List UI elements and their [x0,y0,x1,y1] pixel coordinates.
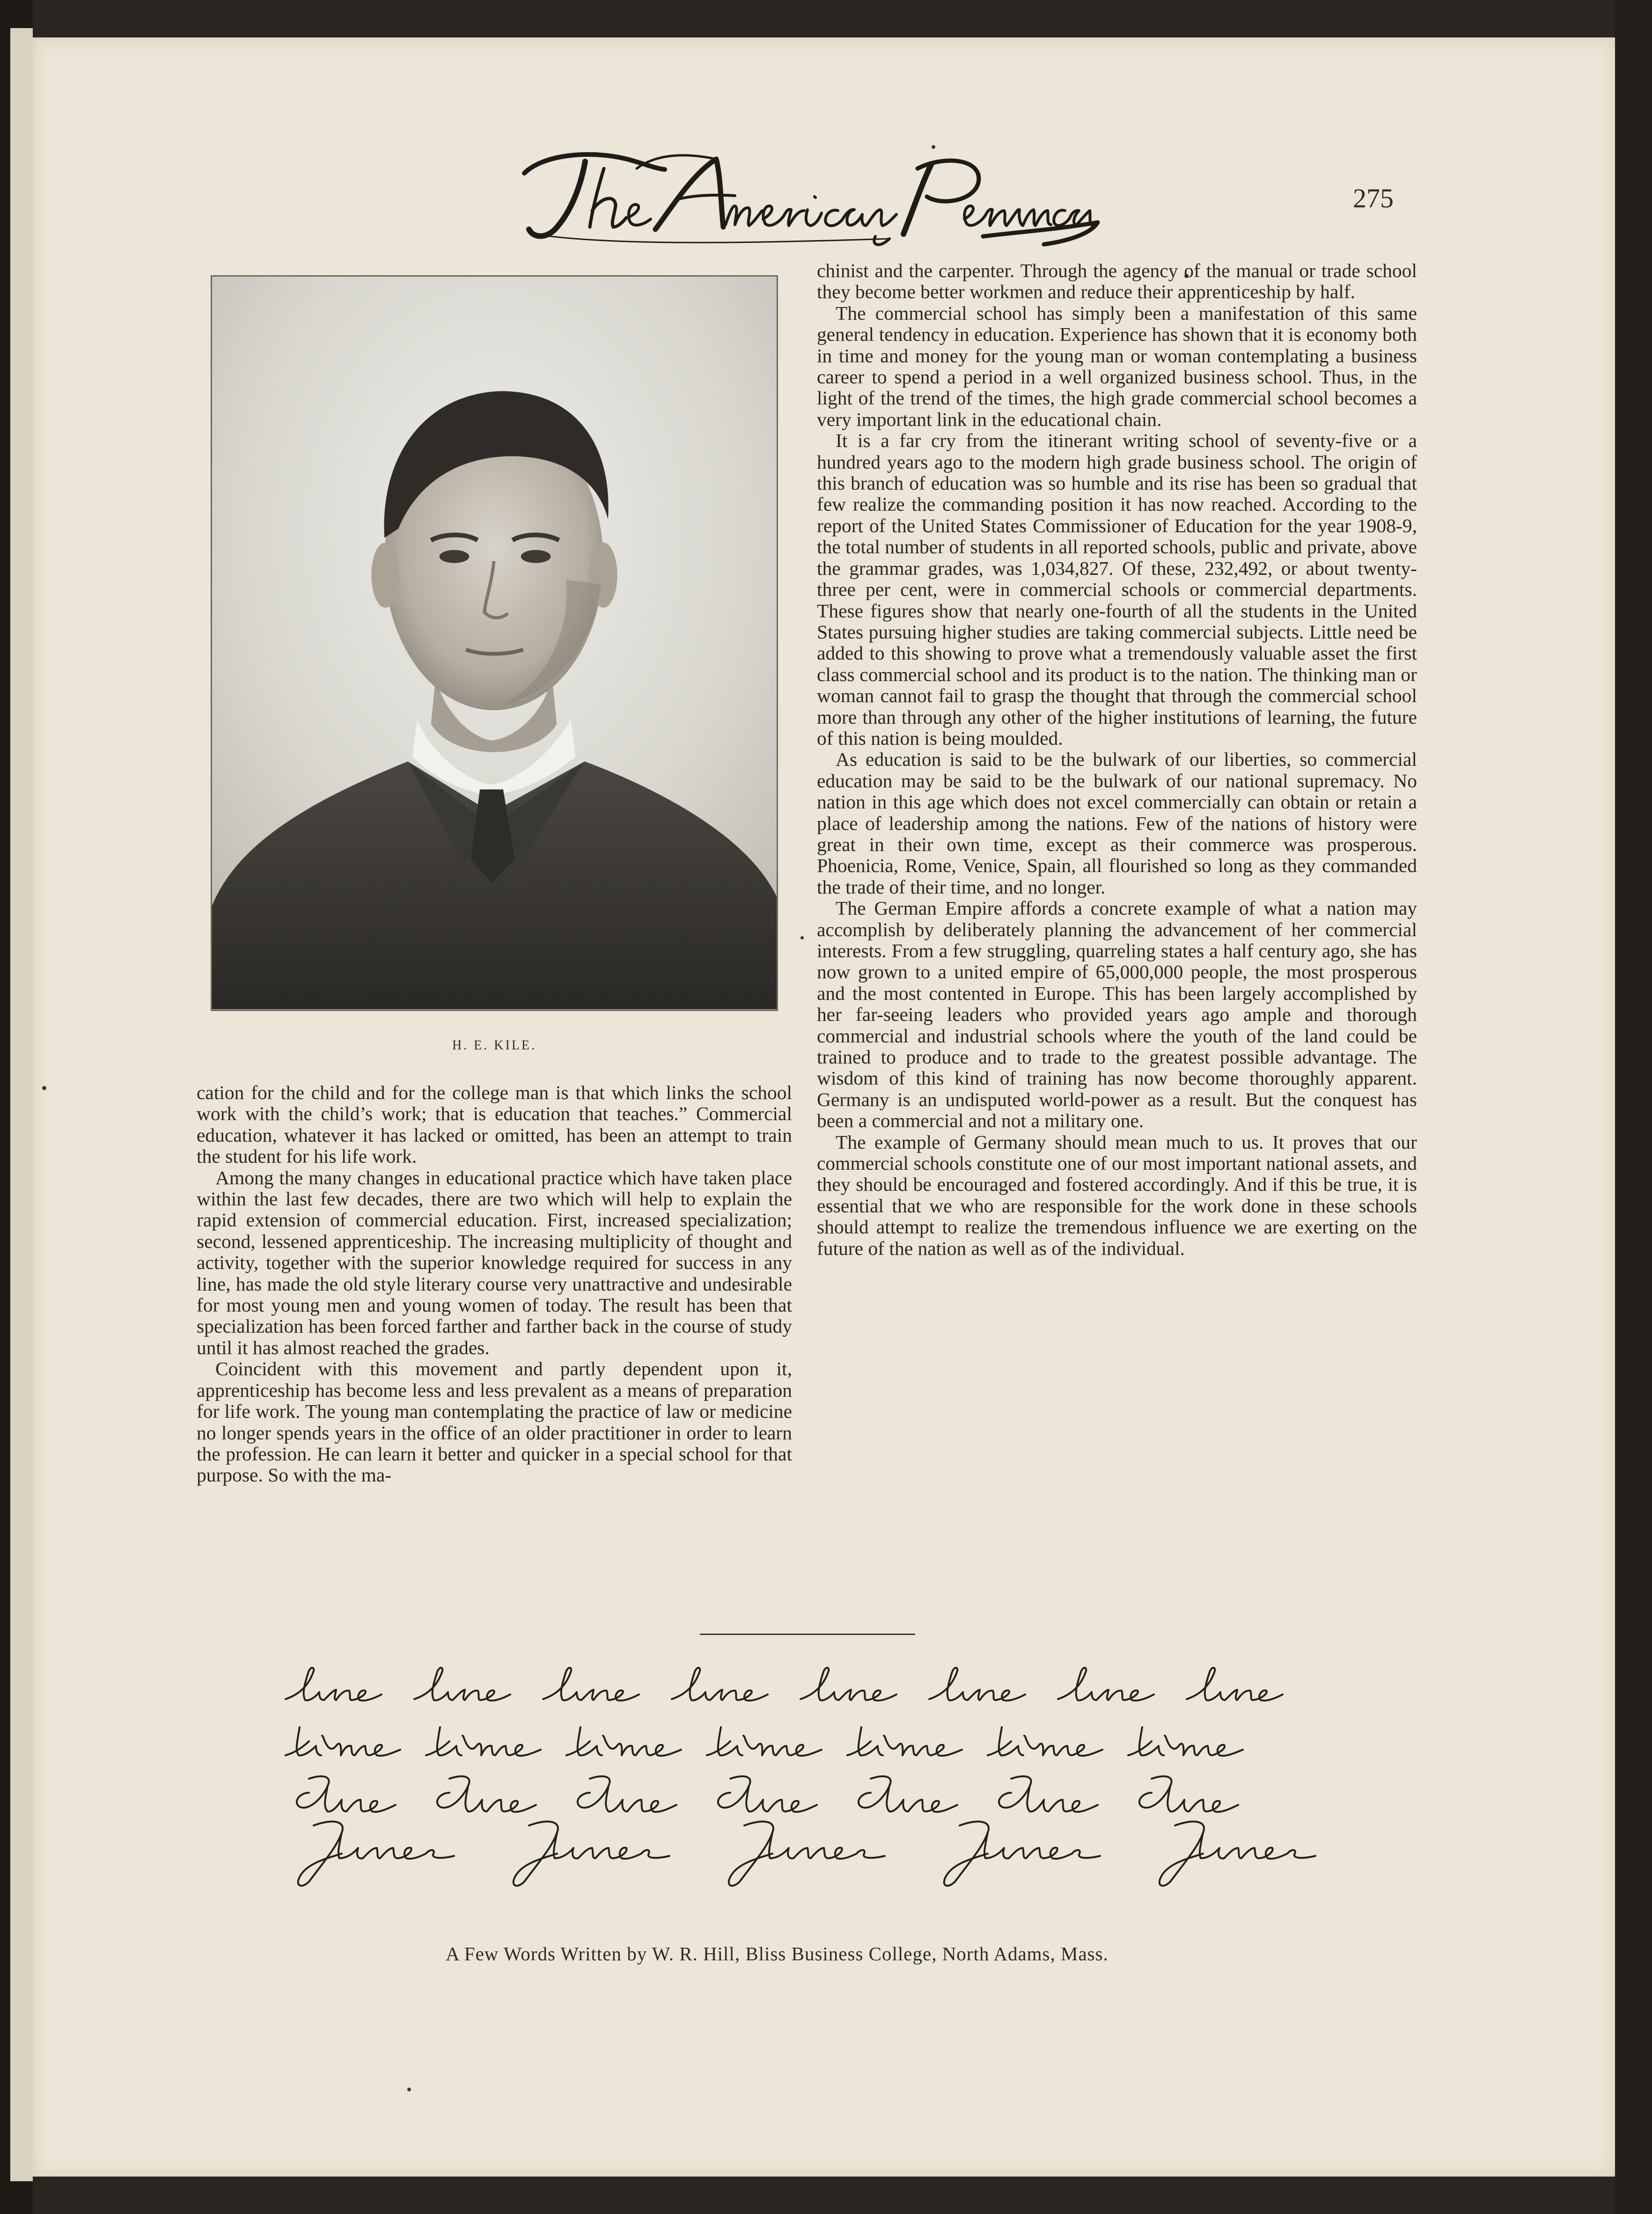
paragraph: As education is said to be the bulwark of our liberties, so commercial education may be said to be the bulwark of our national supremacy. No nation in this age which does not excel commercially can obtain or retain a place of leadership among the nations. Few of the nations of history were great in their own time, except as their commerce was prosperous. Phoenicia, Rome, Venice, Spain, all flourished so long as they commanded the trade of their time, and no longer. [817,748,1417,898]
scan-background [1615,0,1652,2214]
section-divider [700,1634,915,1635]
masthead-logo [515,140,1105,262]
paragraph: cation for the child and for the college man is that which links the school work with the child’s work; that is education that teaches.” Commercial education, whatever it has lacked or omitted, has been an attempt to train the student for his life work. [197,1082,792,1167]
paper-speck [407,2088,411,2091]
paragraph: The German Empire affords a concrete example of what a nation may accomplish by deliberately planning the advancement of her commercial interests. From a few struggling, quarreling states a half century ago, she has now grown to a united empire of 65,000,000 people, the most prosperous and the most contented in Europe. This has been largely accomplished by her far-seeing leaders who provided years ago ample and thorough commercial and industrial schools where the youth of the land could be trained to produce and to trade to the greatest possible advantage. The wisdom of this kind of training has now become thoroughly apparent. Germany is an undisputed world-power as a result. But the conquest has been a commercial and not a military one. [817,897,1417,1132]
paper-speck [800,936,804,939]
previous-page-edge [10,28,33,2181]
paragraph: The commercial school has simply been a manifestation of this same general tendency in education. Experience has shown that it is economy both in time and money for the young man or woman contemplating a business career to spend a period in a well organized business school. Thus, in the light of the trend of the times, the high grade commercial school becomes a very important link in the educational chain. [817,302,1417,430]
portrait-image [212,277,777,1010]
paragraph: Coincident with this movement and partly dependent upon it, apprenticeship has become less and less prevalent as a means of preparation for life work. The young man contemplating the practice of law or medicine no longer spends years in the office of an older practitioner in order to learn the profession. He can learn it better and quicker in a special school for that purpose. So with the ma- [197,1358,792,1486]
book-spine-shadow [0,0,33,2214]
paper-speck [42,1086,46,1090]
left-column [197,1082,792,1486]
photo-caption: H. E. KILE. [452,1038,537,1053]
handwriting-specimen [281,1657,1386,1891]
page-number: 275 [1353,183,1394,213]
right-column [817,260,1417,1259]
specimen-credit: A Few Words Written by W. R. Hill, Bliss Business College, North Adams, Mass. [446,1943,1109,1965]
paragraph: chinist and the carpenter. Through the agency of the manual or trade school they become better workmen and reduce their apprenticeship by half. [817,260,1417,303]
portrait-photo [211,275,778,1011]
paragraph: The example of Germany should mean much to us. It proves that our commercial schools constitute one of our most important national assets, and they should be encouraged and fostered accordingly. And if this be true, it is essential that we who are responsible for the work done in these schools should attempt to realize the tremendous influence we are exerting on the future of the nation as well as of the individual. [817,1131,1417,1259]
paragraph: It is a far cry from the itinerant writing school of seventy-five or a hundred years ago to the modern high grade business school. The origin of this branch of education was so humble and its rise has been so gradual that few realize the commanding position it has now reached. According to the report of the United States Commissioner of Education for the year 1908-9, the total number of students in all reported schools, public and private, above the grammar grades, was 1,034,827. Of these, 232,492, or about twenty-three per cent, were in commercial schools or commercial departments. These figures show that nearly one-fourth of all the students in the United States pursuing higher studies are taking commercial subjects. Little need be added to this showing to prove what a tremendously valuable asset the first class commercial school and its product is to the nation. The thinking man or woman cannot fail to grasp the thought that through the commercial school more than through any other of the higher institutions of learning, the future of this nation is being moulded. [817,430,1417,749]
paragraph: Among the many changes in educational practice which have taken place within the last few decades, there are two which will help to explain the rapid extension of commercial education. First, increased specialization; second, lessened apprenticeship. The increasing multiplicity of thought and activity, together with the superior knowledge required for success in any line, has made the old style literary course very unattractive and undesirable for most young men and young women of today. The result has been that specialization has been forced farther and farther back in the course of study until it has almost reached the grades. [197,1166,792,1358]
